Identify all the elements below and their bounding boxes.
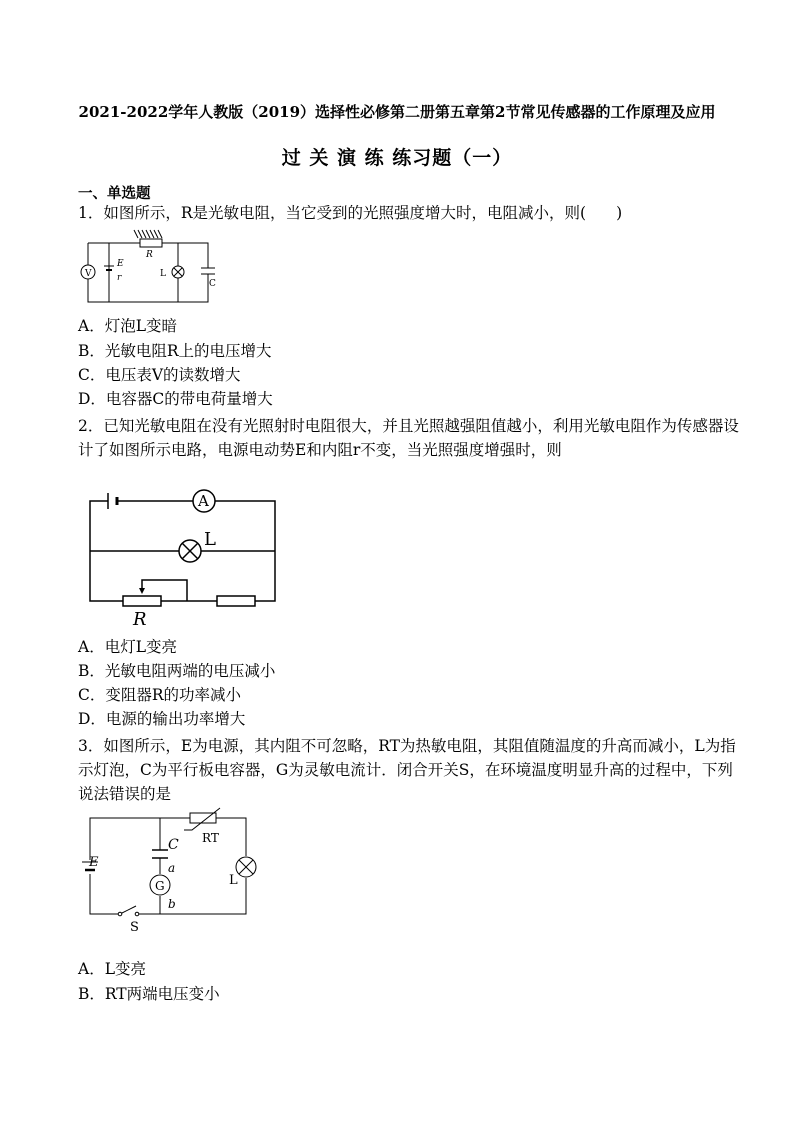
- label-A: A: [198, 492, 209, 510]
- label-G: G: [155, 879, 165, 893]
- section-heading: 一、单选题: [78, 185, 151, 202]
- document-header: 2021-2022学年人教版（2019）选择性必修第二册第五章第2节常见传感器的工作原理及应用: [78, 103, 716, 121]
- label-C: C: [209, 279, 216, 289]
- option-2B: B．光敏电阻两端的电压减小: [78, 662, 276, 680]
- page-title: 过 关 演 练 练习题（一）: [281, 147, 513, 169]
- option-3B: B．RT两端电压变小: [78, 985, 220, 1003]
- option-2A: A．电灯L变亮: [78, 638, 177, 656]
- question-number: 2．: [78, 417, 104, 435]
- label-b: b: [168, 897, 176, 911]
- figure-q3-circuit: [80, 810, 260, 935]
- label-L: L: [229, 873, 238, 888]
- option-2D: D．电源的输出功率增大: [78, 710, 246, 728]
- question-3: [78, 734, 744, 806]
- label-V: V: [85, 269, 92, 279]
- option-3A: A．L变亮: [78, 960, 146, 978]
- label-E: E: [89, 855, 99, 870]
- question-number: 3．: [78, 737, 104, 755]
- label-R: R: [133, 609, 147, 630]
- question-stem-end: ): [616, 204, 623, 222]
- question-stem: 已知光敏电阻在没有光照射时电阻很大，并且光照越强阻值越小，利用光敏电阻作为传感器设计了如图所示电路，电源电动势E和内阻r不变，当光照强度增强时，则: [78, 417, 739, 459]
- question-2: [78, 414, 744, 462]
- label-L: L: [204, 529, 216, 550]
- label-L: L: [160, 269, 166, 279]
- question-1: [78, 201, 744, 225]
- option-1D: D．电容器C的带电荷量增大: [78, 390, 273, 408]
- label-r: r: [117, 273, 122, 283]
- figure-q1-circuit: [74, 226, 224, 306]
- photoresistor: [217, 596, 255, 606]
- option-1B: B．光敏电阻R上的电压增大: [78, 342, 272, 360]
- label-R: R: [146, 250, 153, 260]
- question-number: 1．: [78, 204, 104, 222]
- label-E: E: [117, 259, 124, 269]
- option-1C: C．电压表V的读数增大: [78, 366, 241, 384]
- label-C: C: [168, 837, 179, 853]
- photoresistor-R: [140, 239, 162, 247]
- rheostat-R: [123, 596, 161, 606]
- option-2C: C．变阻器R的功率减小: [78, 686, 242, 704]
- label-S: S: [130, 920, 139, 935]
- question-stem: 如图所示，E为电源，其内阻不可忽略，RT为热敏电阻，其阻值随温度的升高而减小，L为指示灯泡，C为平行板电容器，G为灵敏电流计．闭合开关S，在环境温度明显升高的过程中，下列说法错误的是: [78, 737, 736, 803]
- label-a: a: [168, 861, 176, 875]
- label-RT: RT: [202, 831, 219, 845]
- question-stem: 如图所示，R是光敏电阻，当它受到的光照强度增大时，电阻减小，则(: [103, 204, 587, 222]
- figure-q2-circuit: [85, 488, 285, 628]
- option-1A: A．灯泡L变暗: [78, 317, 177, 335]
